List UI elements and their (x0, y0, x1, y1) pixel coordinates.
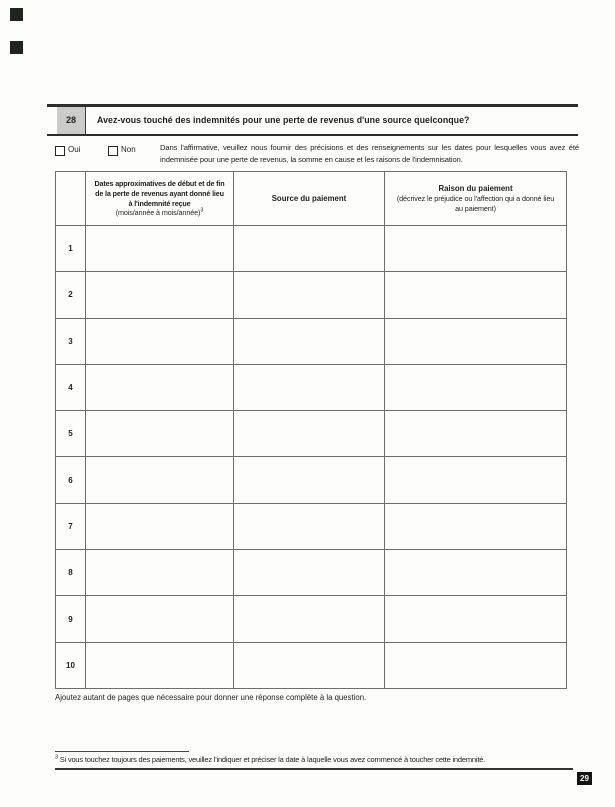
source-cell[interactable] (234, 596, 385, 642)
dates-cell[interactable] (86, 596, 234, 642)
oui-label: Oui (68, 145, 81, 154)
row-number: 2 (56, 272, 86, 318)
raison-header: Raison du paiement (décrivez le préjudice ou l'affection qui a donné lieu au paiement) (385, 172, 567, 226)
non-label: Non (121, 145, 136, 154)
raison-cell[interactable] (385, 550, 567, 596)
footnote-ref: 3 (55, 754, 58, 761)
dates-cell[interactable] (86, 226, 234, 272)
dates-cell[interactable] (86, 272, 234, 318)
raison-cell[interactable] (385, 226, 567, 272)
row-number-header (56, 172, 86, 226)
dates-cell[interactable] (86, 503, 234, 549)
raison-cell[interactable] (385, 364, 567, 410)
row-number: 6 (56, 457, 86, 503)
non-checkbox[interactable] (108, 146, 118, 156)
raison-cell[interactable] (385, 318, 567, 364)
source-cell[interactable] (234, 550, 385, 596)
table-row (56, 457, 567, 503)
dates-cell[interactable] (86, 411, 234, 457)
source-cell[interactable] (234, 226, 385, 272)
table-row (56, 503, 567, 549)
source-cell[interactable] (234, 411, 385, 457)
page-number-badge: 29 (577, 772, 592, 785)
table-row (56, 226, 567, 272)
row-number: 4 (56, 364, 86, 410)
payments-table (55, 171, 567, 689)
table-row (56, 411, 567, 457)
raison-cell[interactable] (385, 596, 567, 642)
dates-header: Dates approximatives de début et de fin de la perte de revenus ayant donné lieu à l'indemnité reçue (mois/année à mois/année)$^3$ (86, 172, 234, 226)
scan-mark-icon (10, 41, 23, 54)
source-cell[interactable] (234, 503, 385, 549)
dates-cell[interactable] (86, 457, 234, 503)
source-cell[interactable] (234, 457, 385, 503)
table-row (56, 318, 567, 364)
oui-checkbox[interactable] (55, 146, 65, 156)
scan-mark-icon (10, 8, 23, 21)
source-header: Source du paiement (234, 172, 385, 226)
dates-cell[interactable] (86, 364, 234, 410)
raison-cell[interactable] (385, 272, 567, 318)
row-number: 1 (56, 226, 86, 272)
row-number: 5 (56, 411, 86, 457)
table-row (56, 550, 567, 596)
dates-cell[interactable] (86, 642, 234, 688)
raison-cell[interactable] (385, 503, 567, 549)
question-number: 28 (57, 107, 86, 134)
table-row (56, 596, 567, 642)
question-banner-bottom-rule (47, 134, 578, 137)
table-row (56, 364, 567, 410)
row-number: 7 (56, 503, 86, 549)
instruction-text: Dans l'affirmative, veuillez nous fournir des précisions et des renseignements sur les dates pour lesquelles vous avez été indemnisée pour une perte de revenus, la somme en cause et les raisons de l'indemnisation. (160, 143, 579, 164)
source-cell[interactable] (234, 318, 385, 364)
source-cell[interactable] (234, 272, 385, 318)
dates-cell[interactable] (86, 318, 234, 364)
footnote-ref: 3 (200, 207, 204, 214)
raison-cell[interactable] (385, 411, 567, 457)
row-number: 9 (56, 596, 86, 642)
row-number: 8 (56, 550, 86, 596)
row-number: 3 (56, 318, 86, 364)
question-text: Avez-vous touché des indemnités pour une perte de revenus d'une source quelconque? (97, 115, 470, 125)
page-bottom-rule (55, 768, 573, 770)
add-pages-note: Ajoutez autant de pages que nécessaire pour donner une réponse complète à la question. (55, 693, 367, 702)
source-cell[interactable] (234, 364, 385, 410)
raison-cell[interactable] (385, 457, 567, 503)
source-cell[interactable] (234, 642, 385, 688)
row-number: 10 (56, 642, 86, 688)
footnote-separator-rule (55, 751, 189, 752)
table-row (56, 642, 567, 688)
footnote-text: $^3$ Si vous touchez toujours des paiements, veuillez l'indiquer et préciser la date à laquelle vous avez commencé à toucher cette indemnité. (55, 754, 486, 764)
dates-cell[interactable] (86, 550, 234, 596)
raison-cell[interactable] (385, 642, 567, 688)
table-row (56, 272, 567, 318)
dates-header-format: (mois/année à mois/année)$^3$ (115, 207, 204, 218)
